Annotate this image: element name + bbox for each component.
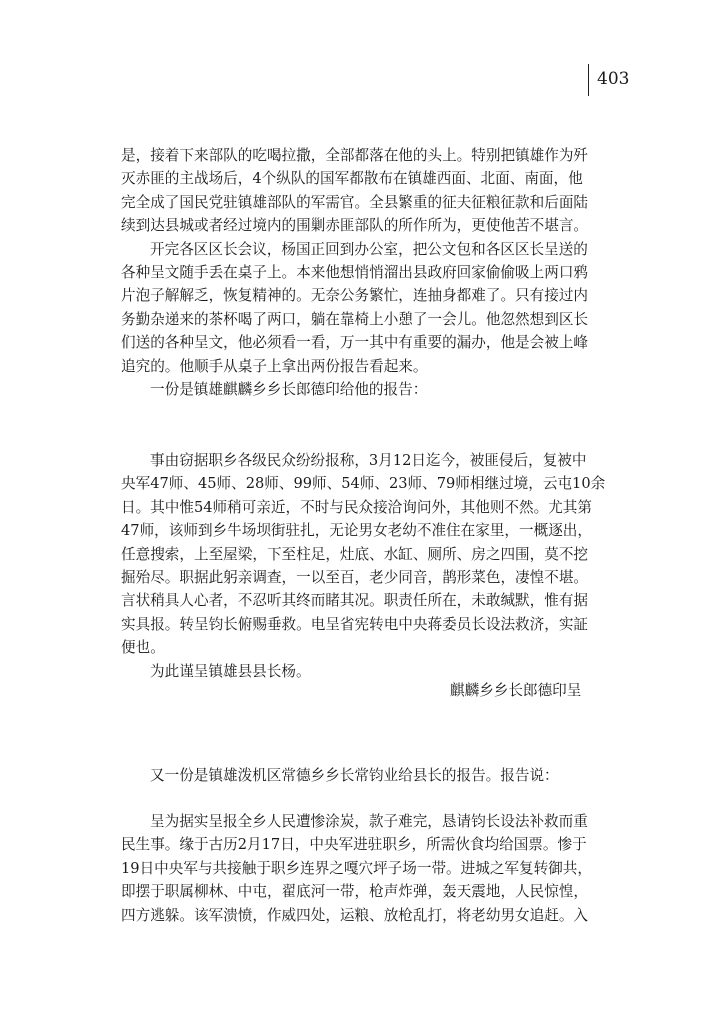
text-line: 言状稍具人心者，不忍听其终而睹其况。职责任所在，未敢缄默，惟有据 — [121, 592, 589, 610]
text-line: 片泡子解解乏，恢复精神的。无奈公务繁忙，连抽身都难了。只有接过内 — [121, 287, 589, 305]
text-line: 一份是镇雄麒麟乡乡长郎德印给他的报告： — [150, 380, 428, 398]
text-line: 灭赤匪的主战场后，4个纵队的国军都散布在镇雄西面、北面、南面，他 — [121, 170, 583, 188]
narrative-block — [121, 144, 637, 401]
report-1-signature: 麒麟乡乡长郎德印呈 — [450, 682, 582, 699]
text-line: 为此谨呈镇雄县县长杨。 — [150, 662, 311, 680]
text-line: 民生事。缘于古历2月17日，中央军进驻职乡，所需伙食均给国票。惨于 — [121, 836, 587, 854]
report-2-block — [121, 810, 637, 927]
text-line: 四方逃躲。该军溃愤，作威四处，运粮、放枪乱打，将老幼男女追赶。入 — [121, 906, 589, 924]
report-1-block — [121, 449, 637, 683]
text-line: 续到达县城或者经过境内的围剿赤匪部队的所作所为，更使他苦不堪言。 — [121, 217, 589, 235]
text-line: 任意搜索，上至屋梁，下至柱足，灶底、水缸、厕所、房之四围，莫不挖 — [121, 545, 589, 563]
text-line: 19日中央军与共接触于职乡连界之嘎穴坪子场一带。进城之军复转御共， — [121, 859, 592, 877]
text-line: 呈为据实呈报全乡人民遭惨涂炭，款子难完，恳请钧长设法补救而重 — [150, 813, 588, 830]
text-line: 各种呈文随手丢在桌子上。本来他想悄悄溜出县政府回家偷偷吸上两口鸦 — [121, 263, 589, 281]
page-number: 403 — [597, 69, 630, 89]
text-line: 即摆于职属柳林、中屯，翟底河一带，枪声炸弹，轰天震地，人民惊惶， — [121, 883, 589, 901]
text-line: 央军47师、45师、28师、99师、54师、23师、79师相继过境，云屯10余 — [121, 475, 606, 493]
text-line: 完全成了国民党驻镇雄部队的军需官。全县繁重的征夫征粮征款和后面陆 — [121, 193, 589, 211]
text-line: 开完各区区长会议，杨国正回到办公室，把公文包和各区区长呈送的 — [150, 240, 588, 258]
text-line: 日。其中惟54师稍可亲近，不时与民众接洽询问外，其他则不然。尤其第 — [121, 498, 592, 516]
page-number-divider — [588, 64, 589, 96]
text-line: 实具报。转呈钧长俯赐垂救。电呈省宪转电中央蒋委员长设法救济，实証 — [121, 615, 589, 633]
text-line: 又一份是镇雄泼机区常德乡乡长常钧业给县长的报告。报告说： — [150, 767, 559, 784]
text-line: 追究的。他顺手从桌子上拿出两份报告看起来。 — [121, 357, 428, 375]
text-line: 47师，该师到乡牛场坝街驻扎，无论男女老幼不准住在家里，一概逐出， — [121, 522, 592, 540]
text-line: 掘殆尽。职据此躬亲调查，一以至百，老少同音，鹊形菜色，凄惶不堪。 — [121, 568, 589, 586]
text-line: 是，接着下来部队的吃喝拉撒，全部都落在他的头上。特别把镇雄作为歼 — [121, 147, 589, 164]
text-line: 事由窃据职乡各级民众纷纷报称，3月12日迄今，被匪侵后，复被中 — [150, 452, 587, 469]
text-line: 务勤杂递来的茶杯喝了两口，躺在靠椅上小憩了一会儿。他忽然想到区长 — [121, 310, 589, 328]
text-line: 们送的各种呈文，他必须看一看，万一其中有重要的漏办，他是会被上峰 — [121, 334, 589, 352]
text-line: 便也。 — [121, 639, 165, 657]
report-2-intro — [121, 764, 637, 787]
